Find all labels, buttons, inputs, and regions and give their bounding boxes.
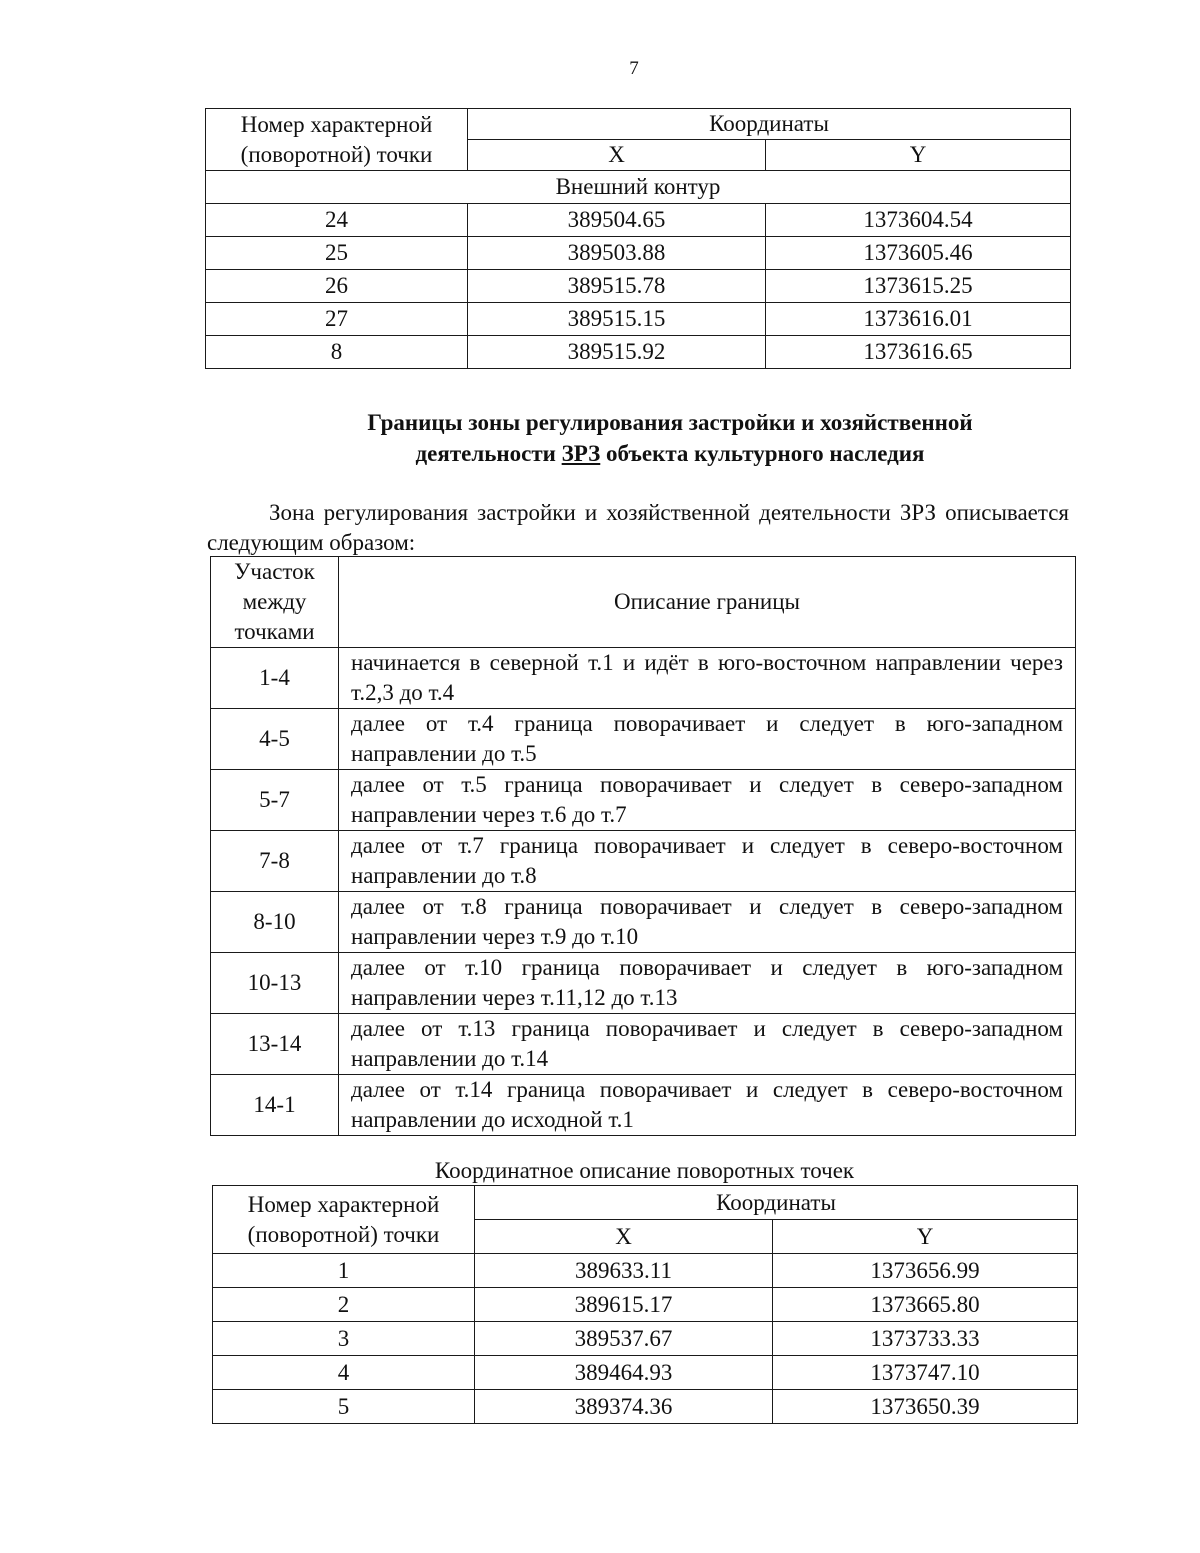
table-row (213, 1390, 1078, 1424)
intro-paragraph: Зона регулирования застройки и хозяйственной деятельности ЗРЗ описывается следующим образом: (207, 500, 1069, 555)
description: далее от т.10 граница поворачивает и следует в юго-западном направлении через т.11,12 до т.13 (339, 953, 1076, 1014)
description: далее от т.4 граница поворачивает и следует в юго-западном направлении до т.5 (339, 709, 1076, 770)
heading-line-1: Границы зоны регулирования застройки и хозяйственной (367, 410, 973, 435)
description: далее от т.14 граница поворачивает и следует в северо-восточном направлении до исходной т.1 (339, 1075, 1076, 1136)
table-row (211, 1014, 1076, 1075)
table-row (213, 1254, 1078, 1288)
table-row (211, 709, 1076, 770)
coord-y: 1373733.33 (773, 1322, 1078, 1356)
table-row (211, 1075, 1076, 1136)
header-point-number: Номер характерной (поворотной) точки (213, 1186, 475, 1254)
point-number: 4 (213, 1356, 475, 1390)
header-segment: Участок между точками (211, 557, 339, 648)
header-description: Описание границы (339, 557, 1076, 648)
header-y: Y (766, 140, 1071, 171)
point-number: 26 (206, 270, 468, 303)
table-caption: Координатное описание поворотных точек (434, 1158, 855, 1183)
coord-y: 1373616.01 (766, 303, 1071, 336)
table-row (206, 336, 1071, 369)
coord-y: 1373604.54 (766, 204, 1071, 237)
coord-x: 389504.65 (468, 204, 766, 237)
table-row (206, 270, 1071, 303)
table-row (206, 204, 1071, 237)
table-row (206, 237, 1071, 270)
coord-x: 389515.92 (468, 336, 766, 369)
heading-line-2-start: деятельности (415, 441, 562, 466)
point-number: 2 (213, 1288, 475, 1322)
point-number: 27 (206, 303, 468, 336)
coord-x: 389515.15 (468, 303, 766, 336)
header-point-number: Номер характерной (поворотной) точки (206, 109, 468, 171)
boundary-description-table (210, 556, 1076, 1136)
description: далее от т.8 граница поворачивает и следует в северо-западном направлении через т.9 до т.10 (339, 892, 1076, 953)
heading-line-2-end: объекта культурного наследия (600, 441, 925, 466)
point-number: 3 (213, 1322, 475, 1356)
segment: 10-13 (211, 953, 339, 1014)
turning-points-coordinates-table (212, 1185, 1078, 1424)
header-coordinates: Координаты (468, 109, 1071, 140)
heading-line-2 (300, 438, 1040, 469)
coord-x: 389464.93 (475, 1356, 773, 1390)
section-heading (300, 407, 1040, 469)
coord-x: 389615.17 (475, 1288, 773, 1322)
header-x: X (468, 140, 766, 171)
table-row (211, 831, 1076, 892)
coord-y: 1373605.46 (766, 237, 1071, 270)
coord-x: 389503.88 (468, 237, 766, 270)
table-row (213, 1288, 1078, 1322)
point-number: 5 (213, 1390, 475, 1424)
coord-y: 1373616.65 (766, 336, 1071, 369)
point-number: 25 (206, 237, 468, 270)
segment: 7-8 (211, 831, 339, 892)
table-row (213, 1356, 1078, 1390)
table-row (211, 953, 1076, 1014)
point-number: 1 (213, 1254, 475, 1288)
coord-x: 389537.67 (475, 1322, 773, 1356)
table-row (206, 303, 1071, 336)
segment: 14-1 (211, 1075, 339, 1136)
segment: 5-7 (211, 770, 339, 831)
coord-y: 1373665.80 (773, 1288, 1078, 1322)
coord-x: 389515.78 (468, 270, 766, 303)
description: далее от т.7 граница поворачивает и следует в северо-восточном направлении до т.8 (339, 831, 1076, 892)
coord-x: 389374.36 (475, 1390, 773, 1424)
segment: 4-5 (211, 709, 339, 770)
coord-y: 1373656.99 (773, 1254, 1078, 1288)
coord-x: 389633.11 (475, 1254, 773, 1288)
heading-zrz-abbreviation: ЗРЗ (561, 441, 601, 466)
table-row (211, 648, 1076, 709)
segment: 13-14 (211, 1014, 339, 1075)
point-number: 24 (206, 204, 468, 237)
table-row (211, 892, 1076, 953)
header-y: Y (773, 1220, 1078, 1254)
segment: 8-10 (211, 892, 339, 953)
coord-y: 1373747.10 (773, 1356, 1078, 1390)
contour-label: Внешний контур (206, 171, 1071, 204)
point-number: 8 (206, 336, 468, 369)
page-number: 7 (629, 58, 639, 79)
coord-y: 1373650.39 (773, 1390, 1078, 1424)
description: далее от т.5 граница поворачивает и следует в северо-западном направлении через т.6 до т.7 (339, 770, 1076, 831)
segment: 1-4 (211, 648, 339, 709)
description: далее от т.13 граница поворачивает и следует в северо-западном направлении до т.14 (339, 1014, 1076, 1075)
description: начинается в северной т.1 и идёт в юго-восточном направлении через т.2,3 до т.4 (339, 648, 1076, 709)
table-row (211, 770, 1076, 831)
table-row (213, 1322, 1078, 1356)
header-x: X (475, 1220, 773, 1254)
coord-y: 1373615.25 (766, 270, 1071, 303)
header-coordinates: Координаты (475, 1186, 1078, 1220)
coordinates-table-outer-contour (205, 108, 1071, 369)
